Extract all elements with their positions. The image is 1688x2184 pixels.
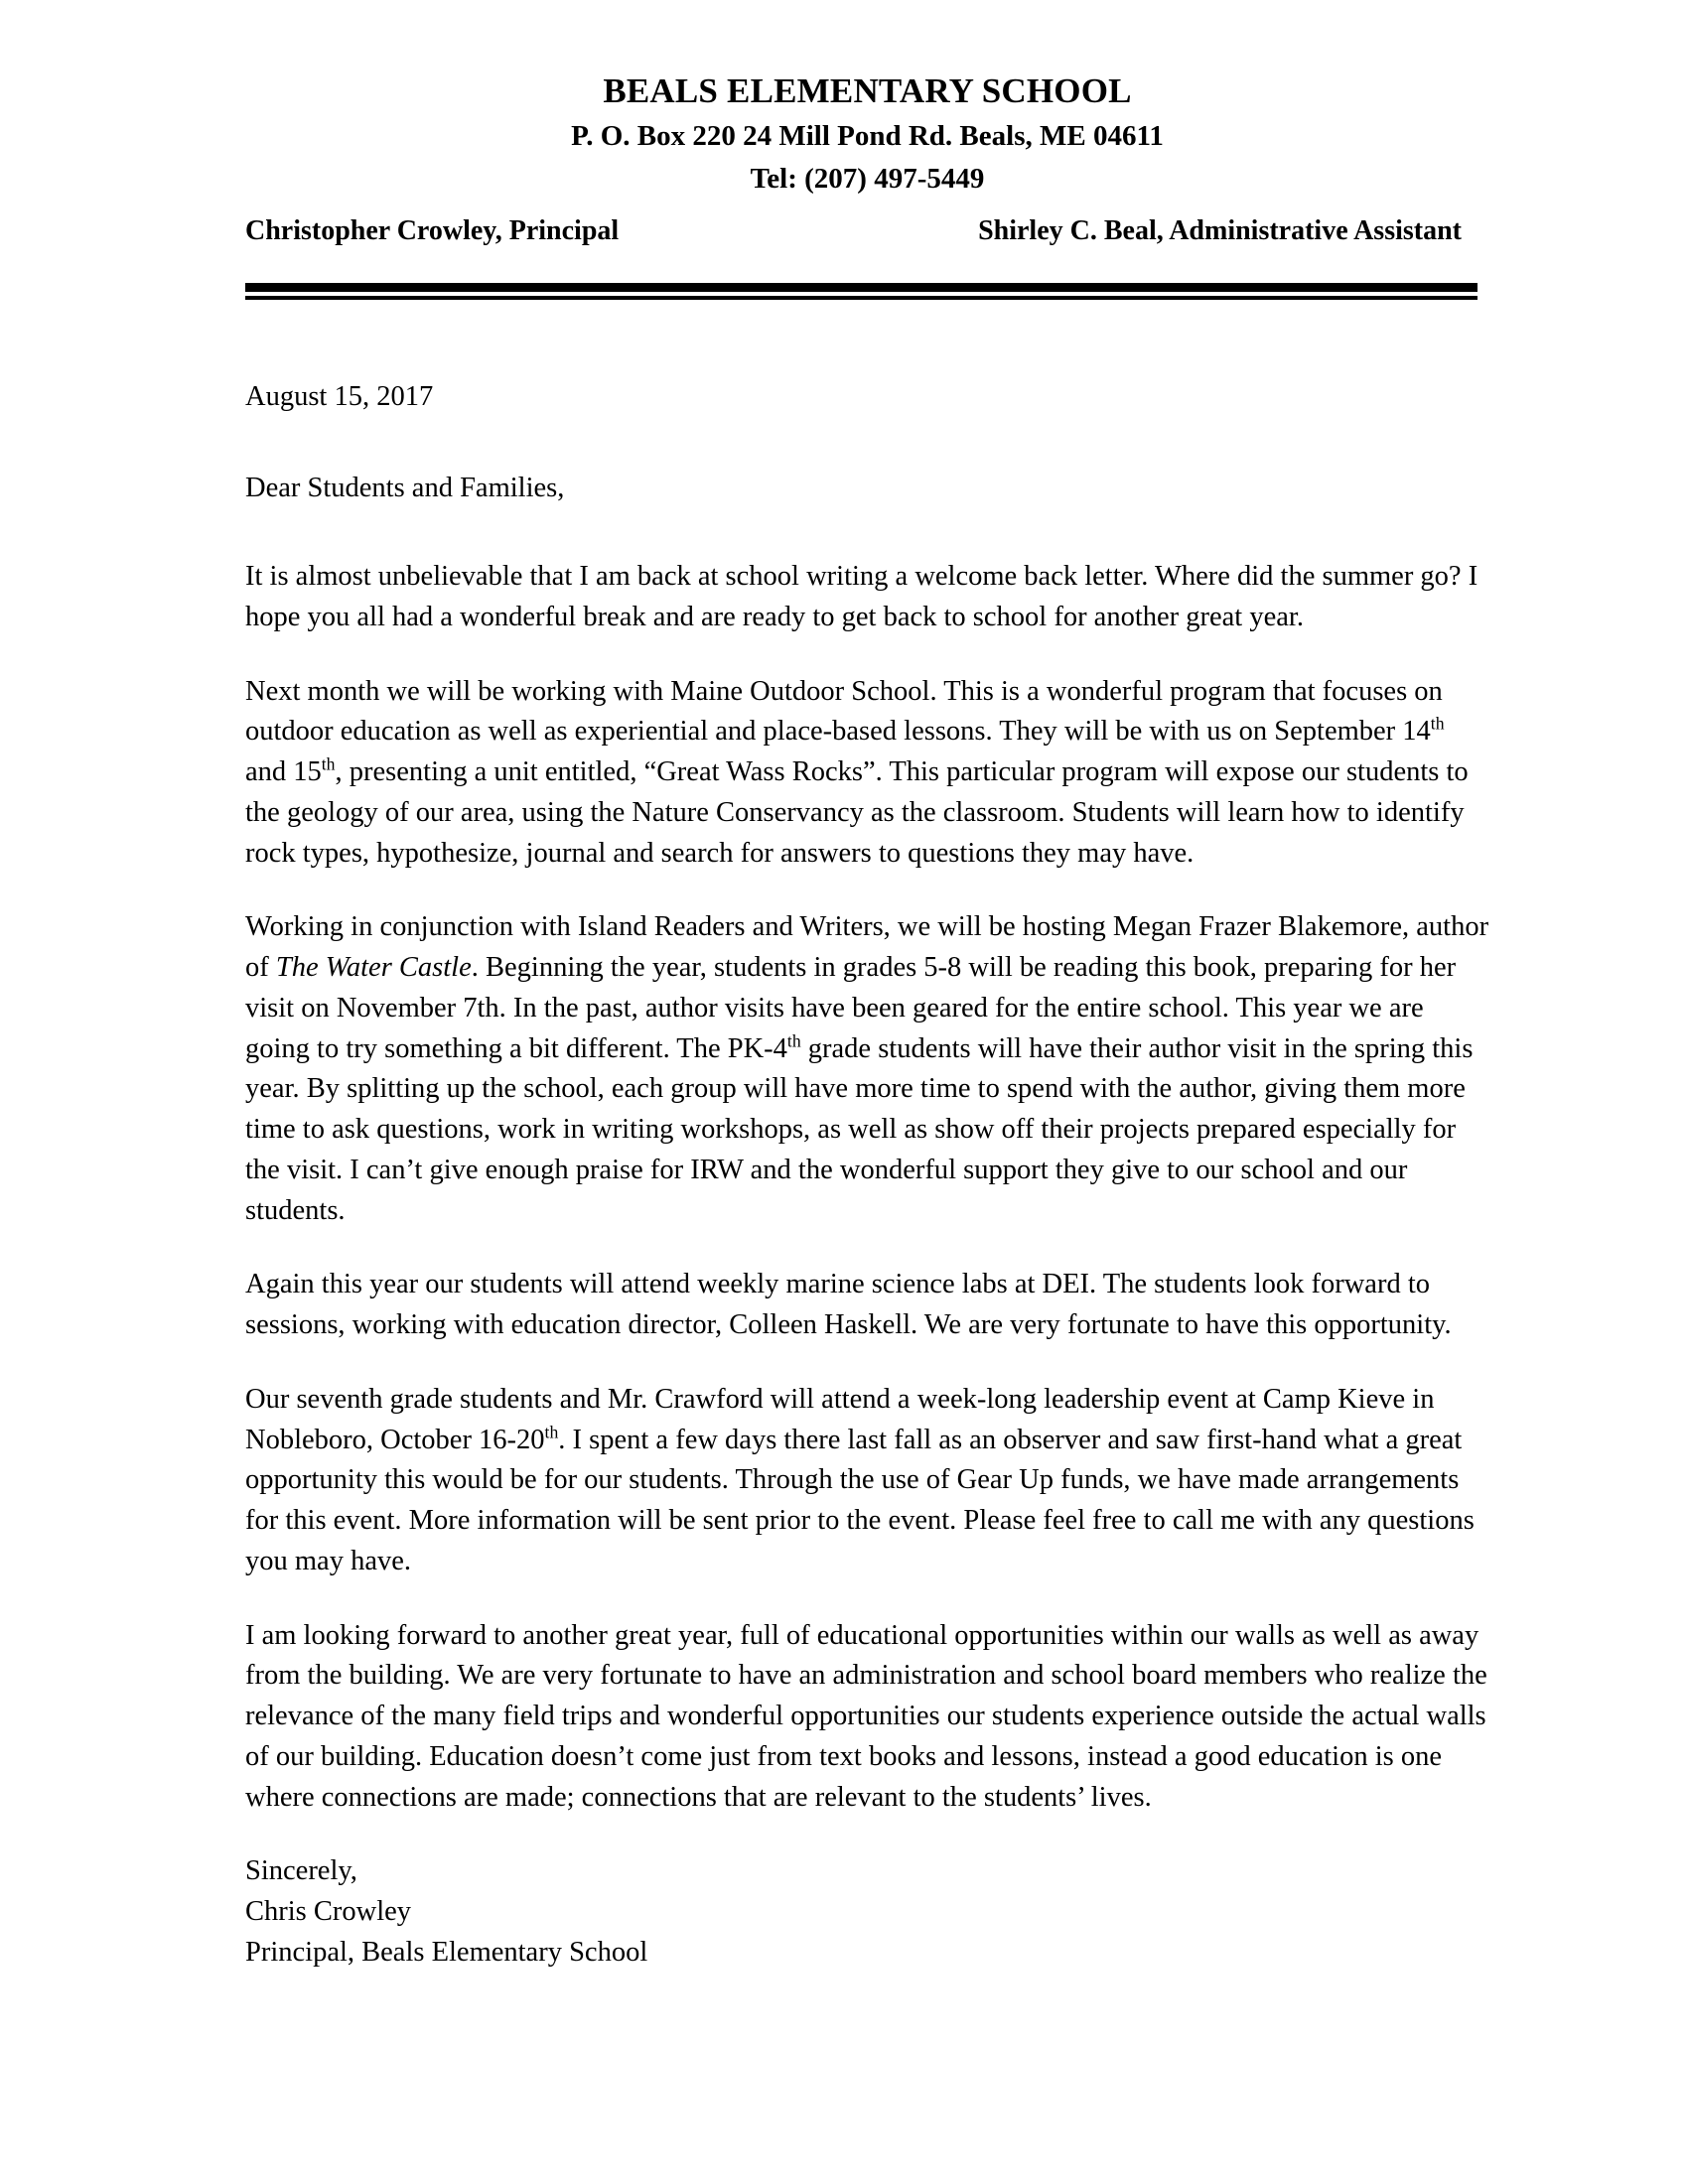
divider-thin-line — [245, 296, 1477, 300]
ordinal-suffix-20th: th — [544, 1422, 559, 1442]
book-title-the-water-castle: The Water Castle — [275, 952, 472, 984]
school-address: P. O. Box 220 24 Mill Pond Rd. Beals, ME 04611 — [571, 120, 1164, 153]
letter-date: August 15, 2017 — [245, 380, 434, 412]
school-name: BEALS ELEMENTARY SCHOOL — [603, 71, 1132, 110]
ordinal-suffix-15th: th — [321, 753, 336, 774]
school-telephone: Tel: (207) 497-5449 — [750, 163, 985, 196]
paragraph-2-part-c: , presenting a unit entitled, “Great Wass Rocks”. This particular program will expose our students to the geology of our area, using the Nature Conservancy as the classroom. Students will learn how to identify rock types, hypothesize, journal and search for answers to questions they may have. — [245, 756, 1469, 869]
closing-valediction: Sincerely, — [245, 1855, 357, 1887]
administrative-assistant-name: Shirley C. Beal, Administrative Assistant — [978, 214, 1462, 246]
ordinal-suffix-14th: th — [1430, 713, 1445, 734]
paragraph-4: Again this year our students will attend weekly marine science labs at DEI. The students look forward to sessions, working with education director, Colleen Haskell. We are very fortunate to have this opportunity. — [245, 1269, 1452, 1341]
paragraph-2-part-b: and 15 — [245, 756, 322, 788]
ordinal-suffix-pk4th: th — [786, 1030, 801, 1051]
paragraph-3-part-b: . Beginning the year, students in grades 5-8 will be reading this book, preparing for her visit on November 7th. In the past, author visits have been geared for the entire school. This year we are going to try something a bit different. The PK-4 — [245, 952, 1457, 1064]
paragraph-3-part-a: Working in conjunction with Island Readers and Writers, we will be hosting Megan Frazer Blakemore, author of — [245, 911, 1489, 984]
closing-signer-name: Chris Crowley — [245, 1896, 412, 1928]
letterhead — [245, 71, 1489, 200]
paragraph-2 — [245, 672, 1489, 875]
header-divider — [245, 283, 1489, 300]
closing-signer-title: Principal, Beals Elementary School — [245, 1936, 648, 1968]
staff-row — [245, 215, 1489, 247]
letter-closing — [245, 1851, 1489, 1973]
paragraph-3-part-c: grade students will have their author visit in the spring this year. By splitting up the school, each group will have more time to spend with the author, giving them more time to ask questions, work in writing workshops, as well as show off their projects prepared especially for the visit. I can’t give enough praise for IRW and the wonderful support they give to our school and our students. — [245, 1032, 1474, 1226]
paragraph-1: It is almost unbelievable that I am back at school writing a welcome back letter. Where did the summer go? I hope you all had a wonderful break and are ready to get back to school for another great year. — [245, 561, 1478, 632]
letter-salutation: Dear Students and Families, — [245, 473, 565, 504]
divider-thick-line — [245, 283, 1477, 292]
paragraph-5 — [245, 1380, 1489, 1582]
principal-name: Christopher Crowley, Principal — [245, 214, 620, 246]
paragraph-5-part-b: . I spent a few days there last fall as an observer and saw first-hand what a great opportunity this would be for our students. Through the use of Gear Up funds, we have made arrangements for this event. More information will be sent prior to the event. Please feel free to call me with any questions you may have. — [245, 1424, 1475, 1576]
paragraph-6: I am looking forward to another great year, full of educational opportunities within our walls as well as away from the building. We are very fortunate to have an administration and school board members who realize the relevance of the many field trips and wonderful opportunities our students experience outside the actual walls of our building. Education doesn’t come just from text books and lessons, instead a good education is one where connections are made; connections that are relevant to the students’ lives. — [245, 1619, 1487, 1813]
paragraph-5-part-a: Our seventh grade students and Mr. Crawford will attend a week-long leadership event at Camp Kieve in Nobleboro, October 16-20 — [245, 1383, 1435, 1455]
paragraph-2-part-a: Next month we will be working with Maine Outdoor School. This is a wonderful program that focuses on outdoor education as well as experiential and place-based lessons. They will be with us on September 14 — [245, 675, 1443, 748]
paragraph-3 — [245, 907, 1489, 1231]
letter-body — [245, 377, 1489, 1974]
